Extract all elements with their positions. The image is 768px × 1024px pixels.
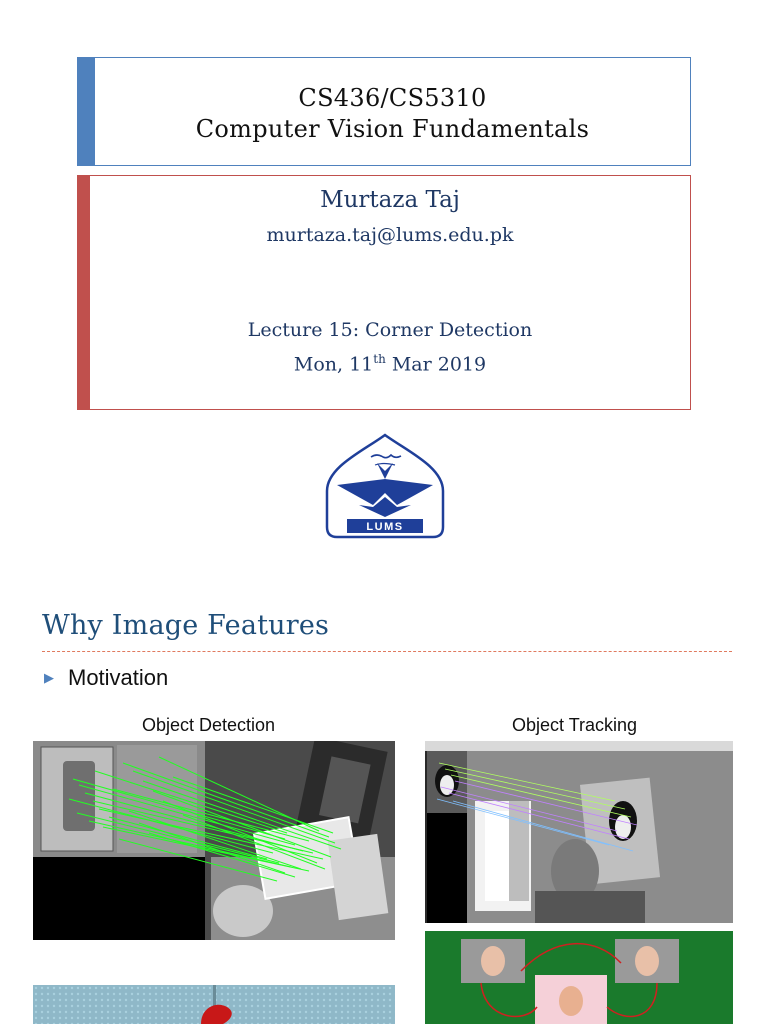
date-suffix: Mar 2019 bbox=[385, 353, 487, 376]
section-title: Why Image Features bbox=[42, 610, 330, 641]
lecture-title: Lecture 15: Corner Detection bbox=[247, 319, 533, 341]
logo-text: LUMS bbox=[366, 521, 404, 533]
author-box bbox=[77, 175, 691, 410]
bottom-left-image bbox=[33, 985, 395, 1024]
course-name: Computer Vision Fundamentals bbox=[195, 115, 590, 143]
object-tracking-image bbox=[425, 741, 733, 923]
title-box bbox=[77, 57, 691, 166]
date-prefix: Mon, 11 bbox=[293, 353, 374, 376]
bullet-text: Motivation bbox=[68, 665, 169, 690]
section-divider bbox=[42, 651, 732, 652]
lums-logo bbox=[323, 433, 447, 541]
bullet-item bbox=[44, 665, 168, 691]
date-sup: th bbox=[373, 352, 386, 366]
caption-object-detection: Object Detection bbox=[142, 715, 276, 735]
lecture-date bbox=[90, 352, 690, 375]
course-code: CS436/CS5310 bbox=[298, 84, 487, 112]
caption-object-tracking: Object Tracking bbox=[512, 715, 638, 735]
tracking-faces-image bbox=[425, 931, 733, 1024]
bullet-arrow-icon: ▶ bbox=[44, 670, 54, 685]
object-detection-image bbox=[33, 741, 395, 940]
author-name: Murtaza Taj bbox=[320, 187, 460, 213]
author-email: murtaza.taj@lums.edu.pk bbox=[266, 224, 514, 246]
